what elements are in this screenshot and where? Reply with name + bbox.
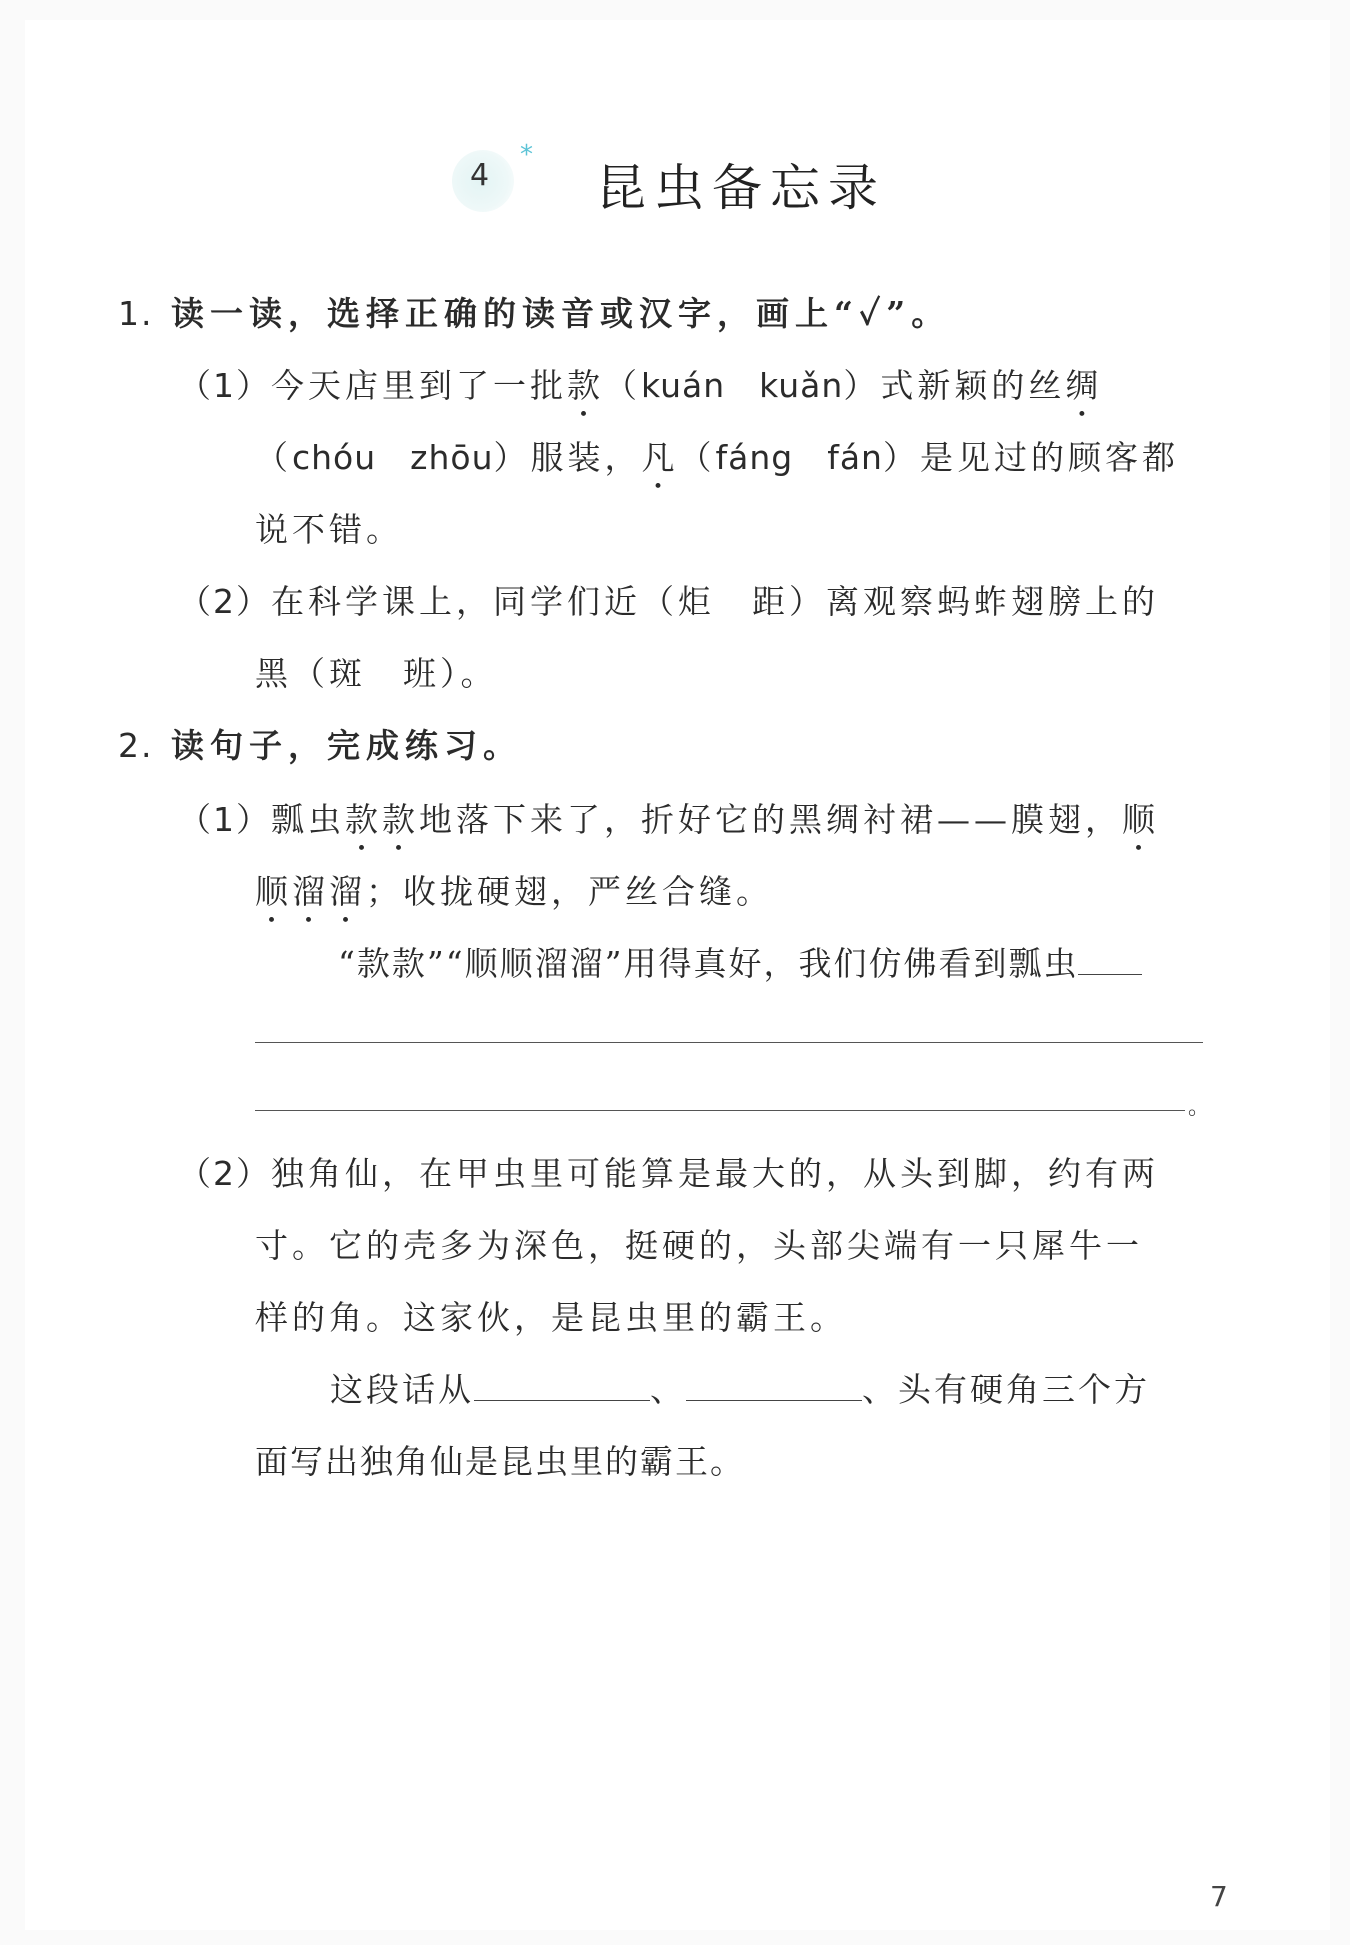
q2-item1-answer-blank-start[interactable]	[1078, 944, 1142, 975]
q2-item1-text-b: 地落下来了，折好它的黑绸衬裙——膜翅，	[419, 800, 1122, 839]
pinyin-option-fang[interactable]: fáng	[715, 438, 794, 477]
q1-item1-line3: 说不错。	[255, 510, 403, 549]
q2-item1-end-period: 。	[1188, 1095, 1211, 1120]
question-1-heading	[118, 288, 950, 335]
q1-item1-text-2b: ）服装，	[493, 438, 642, 477]
q2-item2-task-line2: 面写出独角仙是昆虫里的霸王。	[255, 1442, 745, 1481]
q1-item1-text-2d: ）是见过的顾客都	[882, 438, 1179, 477]
question-1-prompt: 读一读，选择正确的读音或汉字，画上“✓”。	[171, 294, 951, 333]
q2-item1-task-text: “款款”“顺顺溜溜”用得真好，我们仿佛看到瓢虫	[338, 944, 1079, 983]
q1-item1-label: （1）	[178, 366, 271, 405]
q2-item2-line1	[178, 1148, 1159, 1195]
q2-item2-text-1: 独角仙，在甲虫里可能算是最大的，从头到脚，约有两	[271, 1154, 1159, 1193]
q1-item1-paren-open: （	[604, 366, 641, 405]
q2-item1-dotted-char: 顺	[1122, 800, 1159, 839]
q2-item1-text-2b: ；收拢硬翅，严丝合缝。	[366, 872, 773, 911]
pinyin-option-fan[interactable]: fán	[827, 438, 883, 477]
q1-item2-label: （2）	[178, 582, 271, 621]
pinyin-option-zhou[interactable]: zhōu	[410, 438, 494, 477]
q2-item1-dotted-word-2: 顺溜溜	[255, 872, 366, 911]
q2-item2-line2: 寸。它的壳多为深色，挺硬的，头部尖端有一只犀牛一	[255, 1226, 1143, 1265]
q1-item1-dotted-char: 款	[567, 366, 604, 405]
q2-item2-line3: 样的角。这家伙，是昆虫里的霸王。	[255, 1298, 847, 1337]
q1-item1-text-a: 今天店里到了一批	[271, 366, 567, 405]
q2-item2-task	[330, 1364, 1150, 1411]
q2-item1-answer-line-2[interactable]	[255, 1110, 1185, 1111]
question-2-heading	[118, 720, 522, 767]
q2-item1-label: （1）	[178, 800, 271, 839]
question-2-prompt: 读句子，完成练习。	[171, 726, 522, 765]
q2-item2-task-text-b: 、头有硬角三个方	[862, 1370, 1150, 1409]
q2-item1-dotted-word: 款款	[345, 800, 419, 839]
q1-item1-paren-open-2: （	[255, 438, 292, 477]
q1-item1-text-c: ）式新颖的丝	[843, 366, 1066, 405]
q2-item1-line2	[255, 866, 773, 931]
q2-item2-task-separator: 、	[650, 1370, 686, 1409]
q2-item1-line1	[178, 794, 1159, 859]
q1-item1-line2	[255, 432, 1179, 497]
question-2-number: 2.	[118, 726, 154, 765]
q1-item2-line2[interactable]: 黑（斑 班）。	[255, 654, 498, 693]
q1-item1-dotted-char-2: 绸	[1065, 366, 1103, 405]
q2-item2-task-text-a: 这段话从	[330, 1370, 474, 1409]
q1-item1-dotted-char-3: 凡	[641, 438, 679, 477]
q2-item1-task	[338, 938, 1142, 985]
pinyin-option-chou[interactable]: chóu	[292, 438, 377, 477]
lesson-title: 昆虫备忘录	[596, 159, 886, 217]
q1-item2-line1	[178, 576, 1159, 623]
q1-item2-text[interactable]: 在科学课上，同学们近（炬 距）离观察蚂蚱翅膀上的	[271, 582, 1159, 621]
q1-item1-line1	[178, 360, 1102, 425]
lesson-number: 4	[470, 158, 490, 193]
q2-item2-answer-blank-2[interactable]	[686, 1370, 862, 1401]
q2-item1-answer-line-1[interactable]	[255, 1042, 1203, 1043]
q2-item1-text-a: 瓢虫	[271, 800, 345, 839]
q2-item2-label: （2）	[178, 1154, 271, 1193]
page-number: 7	[1210, 1880, 1228, 1913]
q1-item1-paren-open-3: （	[678, 438, 716, 477]
q2-item2-answer-blank-1[interactable]	[474, 1370, 650, 1401]
question-1-number: 1.	[118, 294, 154, 333]
lesson-header	[0, 140, 1350, 220]
pinyin-option-kuan2[interactable]: kuán	[641, 366, 726, 405]
pinyin-option-kuan3[interactable]: kuǎn	[759, 366, 844, 405]
optional-lesson-star-icon: *	[520, 140, 533, 170]
